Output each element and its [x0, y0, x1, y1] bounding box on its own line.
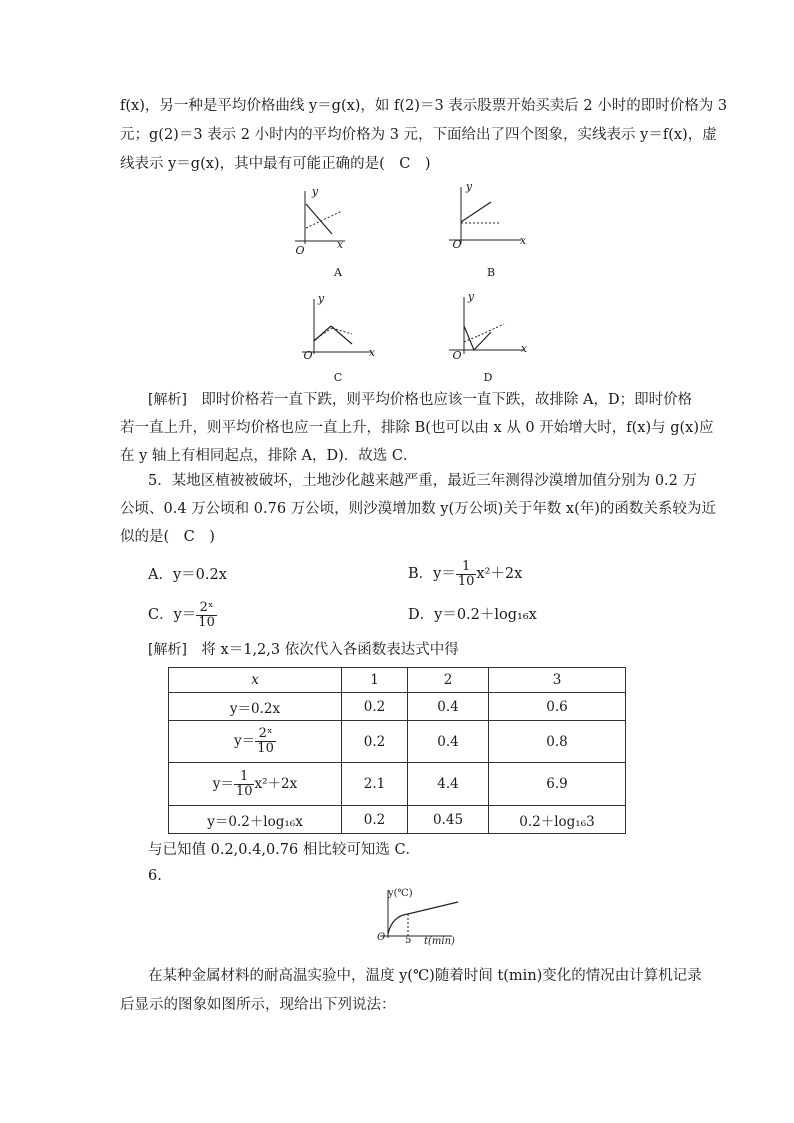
q6-number: 6.: [148, 868, 162, 884]
table-cell: 0.2: [342, 806, 408, 834]
graph-b-origin: O: [452, 238, 462, 251]
analysis5-text: 将 x＝1,2,3 依次代入各函数表达式中得: [186, 642, 459, 658]
analysis4-line-2: 若一直上升，则平均价格也应一直上升，排除 B(也可以由 x 从 0 开始增大时，f(x)与 g(x)应: [120, 420, 714, 436]
table-cell: 0.45: [408, 806, 489, 834]
table-cell: 6.9: [489, 763, 626, 806]
q6-graph-tick: 5: [405, 935, 412, 946]
q6-graph-origin: O: [377, 932, 386, 943]
q5-option-c-den: 10: [198, 614, 215, 630]
table-row3-fraction: [234, 770, 255, 799]
table-header-cell: x: [169, 668, 342, 693]
graph-c-x-label: x: [368, 346, 376, 359]
table-row3-prefix: y＝: [212, 775, 234, 792]
graph-c-caption: C: [333, 371, 343, 384]
table-row-label: [169, 721, 342, 763]
graph-a-x-label: x: [336, 238, 344, 251]
q5-option-c-num: 2ˣ: [196, 601, 217, 616]
q5-option-d: D．y＝0.2＋log₁₆x: [408, 607, 537, 623]
q5-line-3: 似的是( C ): [120, 529, 215, 545]
graph-d-y-label: y: [467, 290, 475, 303]
table-cell: 0.6: [489, 693, 626, 721]
q5-option-c-prefix: C．y＝: [148, 607, 197, 623]
q5-option-b-prefix: B．y＝: [408, 566, 456, 582]
table-row-label: [169, 763, 342, 806]
table-header-cell: 2: [408, 668, 489, 693]
q6-graph-x-label: t(min): [424, 936, 455, 947]
q5-option-c-fraction: [196, 601, 217, 630]
graph-a-caption: A: [334, 266, 342, 279]
table-header-row: [169, 668, 626, 693]
graph-c-y-label: y: [317, 292, 325, 305]
q5-line-1: 5．某地区植被被破坏，土地沙化越来越严重，最近三年测得沙漠增加值分别为 0.2 万: [148, 473, 698, 489]
q5-option-a: A．y＝0.2x: [148, 567, 227, 583]
table-row2-den: 10: [257, 741, 274, 756]
graph-a-origin: O: [295, 244, 305, 257]
analysis4-text-1: 即时价格若一直下跌，则平均价格也应该一直下跌，故排除 A，D；即时价格: [186, 392, 693, 408]
table-row2-num: 2ˣ: [255, 727, 276, 742]
q5-option-b-den: 10: [457, 573, 475, 589]
table-header-cell: 3: [489, 668, 626, 693]
graph-b-y-label: y: [465, 180, 473, 193]
table-cell: 2.1: [342, 763, 408, 806]
intro-line-1: f(x)，另一种是平均价格曲线 y＝g(x)，如 f(2)＝3 表示股票开始买卖后 2 小时的即时价格为 3: [120, 98, 728, 114]
conclusion-line: 与已知值 0.2,0.4,0.76 相比较可知选 C．: [148, 842, 421, 858]
table-cell: 0.4: [408, 693, 489, 721]
q5-line-2: 公顷、0.4 万公顷和 0.76 万公顷，则沙漠增加数 y(万公顷)关于年数 x(年)的函数关系较为近: [120, 501, 716, 517]
table-row: [169, 763, 626, 806]
q5-option-b-suffix: x²＋2x: [476, 566, 523, 582]
table-row2-prefix: y＝: [234, 733, 256, 749]
analysis-tag: [解析]: [148, 392, 187, 408]
table-row-label: y＝0.2x: [169, 693, 342, 721]
q5-option-c: [148, 597, 217, 633]
analysis4-line-3: 在 y 轴上有相同起点，排除 A，D)．故选 C．: [120, 448, 418, 464]
graph-d-caption: D: [483, 371, 493, 384]
values-table: [168, 667, 626, 834]
graph-c-origin: O: [303, 349, 313, 362]
graph-d-origin: O: [452, 349, 462, 362]
q6-line-2: 后显示的图象如图所示，现给出下列说法：: [120, 997, 396, 1013]
table-row3-num: 1: [234, 770, 255, 785]
graph-d-x-label: x: [520, 342, 528, 355]
q5-option-b: [408, 556, 522, 592]
table-cell: 4.4: [408, 763, 489, 806]
analysis5-tag: [解析]: [148, 642, 187, 658]
table-cell: 0.4: [408, 721, 489, 763]
graph-b-caption: B: [486, 266, 496, 279]
table-row: [169, 721, 626, 763]
table-row-label: y＝0.2＋log₁₆x: [169, 806, 342, 834]
q6-line-1: 在某种金属材料的耐高温实验中，温度 y(℃)随着时间 t(min)变化的情况由计算机记录: [148, 968, 702, 984]
table-row3-suffix: x²＋2x: [254, 775, 298, 792]
table-row: [169, 693, 626, 721]
table-row2-fraction: [255, 727, 276, 756]
intro-line-2: 元；g(2)＝3 表示 2 小时内的平均价格为 3 元，下面给出了四个图象，实线表示 y＝f(x)，虚: [120, 127, 717, 143]
table-row: [169, 806, 626, 834]
q5-option-b-fraction: [456, 560, 477, 589]
intro-line-3: 线表示 y＝g(x)，其中最有可能正确的是( C ): [120, 156, 431, 172]
graph-b-x-label: x: [519, 234, 527, 247]
table-cell: 0.2: [342, 721, 408, 763]
graph-a-y-label: y: [311, 185, 319, 198]
table-row3-den: 10: [235, 783, 253, 799]
table-cell: 0.8: [489, 721, 626, 763]
table-header-cell: 1: [342, 668, 408, 693]
analysis5-line: [148, 640, 459, 660]
q5-option-b-num: 1: [456, 560, 477, 575]
table-cell: 0.2: [342, 693, 408, 721]
table-cell: 0.2＋log₁₆3: [489, 806, 626, 834]
analysis4-line-1: [148, 390, 692, 410]
q6-graph-y-label: y(℃): [388, 888, 413, 899]
